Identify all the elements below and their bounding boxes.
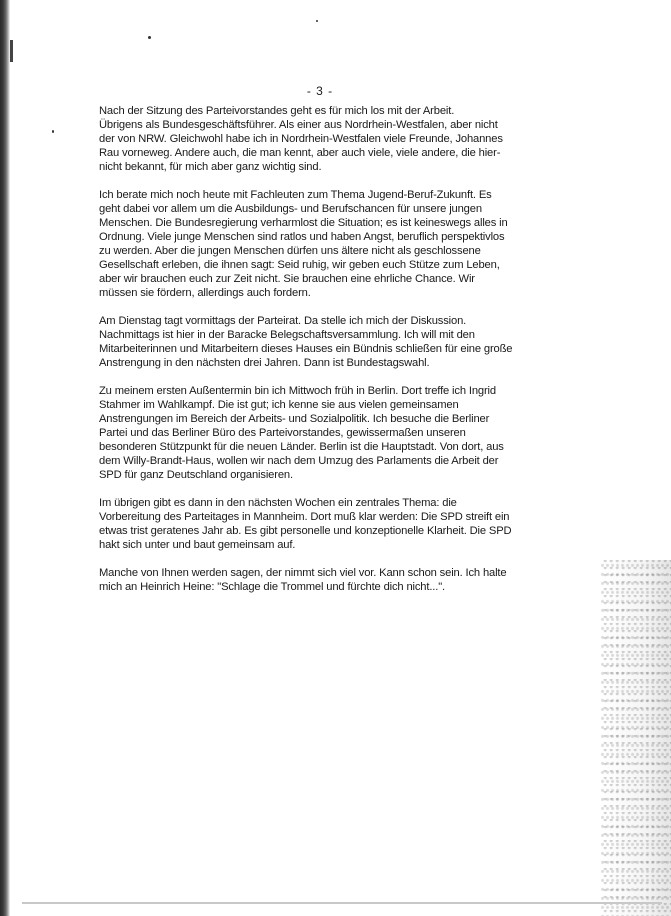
paragraph bbox=[99, 188, 539, 300]
text-line: Zu meinem ersten Außentermin bin ich Mittwoch früh in Berlin. Dort treffe ich Ingrid bbox=[99, 385, 496, 397]
text-line: mich an Heinrich Heine: "Schlage die Trommel und fürchte dich nicht...". bbox=[99, 581, 445, 593]
text-line: müssen sie fördern, allerdings auch fordern. bbox=[99, 287, 311, 299]
text-line: der von NRW. Gleichwohl habe ich in Nordrhein-Westfalen viele Freunde, Johannes bbox=[99, 133, 503, 145]
text-line: nicht bekannt, für mich aber ganz wichtig sind. bbox=[99, 161, 322, 173]
paragraph bbox=[99, 104, 539, 174]
scan-noise bbox=[601, 560, 671, 916]
text-line: Anstrengung in den nächsten drei Jahren. Dann ist Bundestagswahl. bbox=[99, 357, 430, 369]
text-line: geht dabei vor allem um die Ausbildungs- und Berufschancen für unsere jungen bbox=[99, 203, 482, 215]
text-line: zu werden. Aber die jungen Menschen dürfen uns ältere nicht als geschlossene bbox=[99, 245, 481, 257]
text-line: Gesellschaft erleben, die ihnen sagt: Seid ruhig, wir geben euch Stütze zum Leben, bbox=[99, 259, 500, 271]
document-body bbox=[99, 104, 539, 608]
text-line: dem Willy-Brandt-Haus, wollen wir nach dem Umzug des Parlaments die Arbeit der bbox=[99, 455, 499, 467]
text-line: Im übrigen gibt es dann in den nächsten Wochen ein zentrales Thema: die bbox=[99, 497, 457, 509]
text-line: Ordnung. Viele junge Menschen sind ratlos und haben Angst, beruflich perspektivlos bbox=[99, 231, 505, 243]
text-line: Manche von Ihnen werden sagen, der nimmt sich viel vor. Kann schon sein. Ich halte bbox=[99, 567, 507, 579]
text-line: besonderen Stützpunkt für die neuen Länder. Berlin ist die Hauptstadt. Von dort, aus bbox=[99, 441, 504, 453]
scan-left-edge bbox=[0, 0, 10, 916]
text-line: etwas trist geratenes Jahr ab. Es gibt personelle und konzeptionelle Klarheit. Die SPD bbox=[99, 525, 512, 537]
scan-speck bbox=[148, 36, 151, 39]
paragraph bbox=[99, 314, 539, 370]
text-line: hakt sich unter und baut gemeinsam auf. bbox=[99, 539, 296, 551]
text-line: Am Dienstag tagt vormittags der Parteirat. Da stelle ich mich der Diskussion. bbox=[99, 315, 467, 327]
text-line: Rau vorneweg. Andere auch, die man kennt, aber auch viele, viele andere, die hier- bbox=[99, 147, 501, 159]
text-line: aber wir brauchen euch zur Zeit nicht. Sie brauchen eine ehrliche Chance. Wir bbox=[99, 273, 475, 285]
scan-speck bbox=[316, 20, 318, 22]
scan-bottom-edge bbox=[22, 902, 662, 904]
text-line: Übrigens als Bundesgeschäftsführer. Als einer aus Nordrhein-Westfalen, aber nicht bbox=[99, 119, 498, 131]
text-line: Mitarbeiterinnen und Mitarbeitern dieses Hauses ein Bündnis schließen für eine große bbox=[99, 343, 513, 355]
paragraph bbox=[99, 566, 539, 594]
text-line: Nach der Sitzung des Parteivorstandes geht es für mich los mit der Arbeit. bbox=[99, 105, 455, 117]
text-line: Stahmer im Wahlkampf. Die ist gut; ich kenne sie aus vielen gemeinsamen bbox=[99, 399, 459, 411]
paragraph bbox=[99, 384, 539, 482]
page-number: - 3 - bbox=[306, 84, 334, 98]
scan-speck bbox=[52, 130, 54, 133]
text-line: Ich berate mich noch heute mit Fachleuten zum Thema Jugend-Beruf-Zukunft. Es bbox=[99, 189, 492, 201]
paragraph bbox=[99, 496, 539, 552]
text-line: Partei und das Berliner Büro des Parteivorstandes, gewissermaßen unseren bbox=[99, 427, 466, 439]
text-line: Nachmittags ist hier in der Baracke Belegschaftsversammlung. Ich will mit den bbox=[99, 329, 475, 341]
text-line: SPD für ganz Deutschland organisieren. bbox=[99, 469, 293, 481]
text-line: Vorbereitung des Parteitages in Mannheim. Dort muß klar werden: Die SPD streift ein bbox=[99, 511, 510, 523]
text-line: Anstrengungen im Bereich der Arbeits- und Sozialpolitik. Ich besuche die Berliner bbox=[99, 413, 490, 425]
scan-edge-mark bbox=[10, 40, 13, 62]
text-line: Menschen. Die Bundesregierung verharmlost die Situation; es ist keineswegs alles in bbox=[99, 217, 508, 229]
